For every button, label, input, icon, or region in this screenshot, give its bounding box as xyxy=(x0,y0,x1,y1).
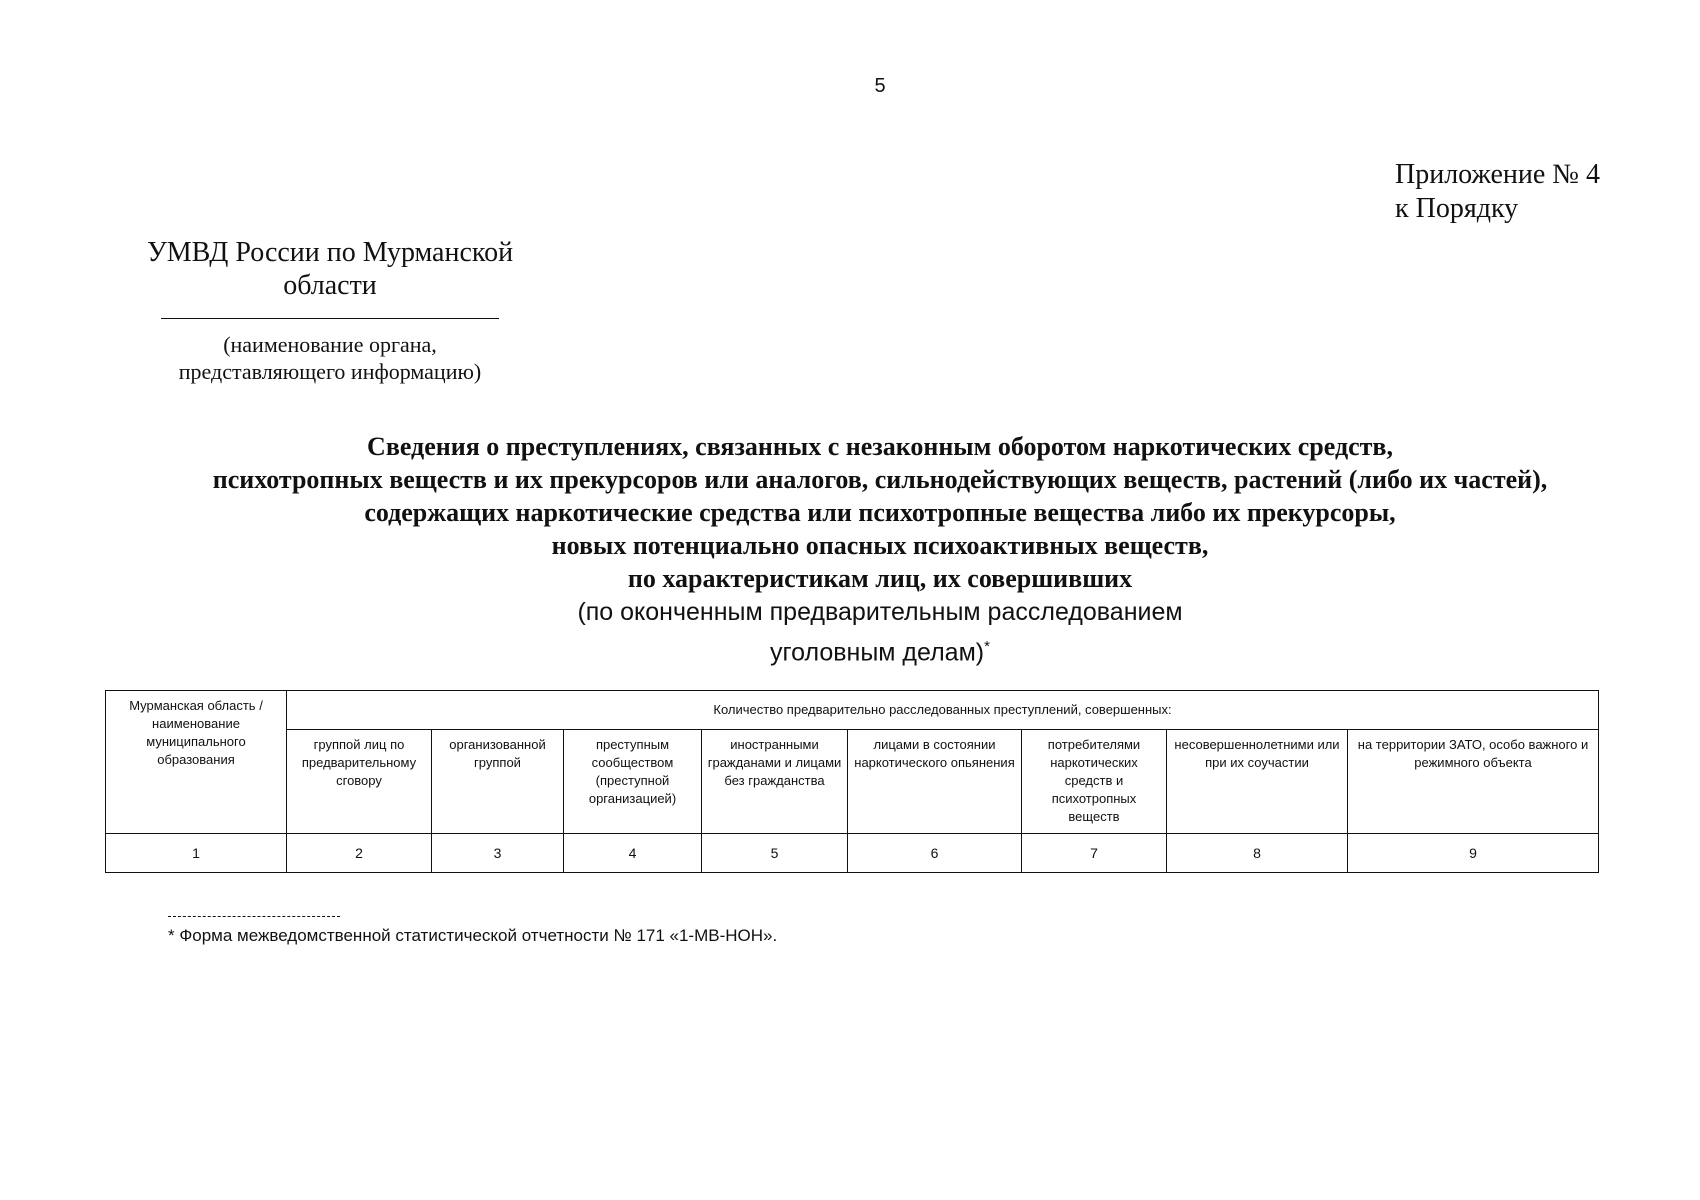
column-number-5: 5 xyxy=(702,834,848,873)
footnote-mark: * xyxy=(984,638,990,655)
table-header-col-2: группой лиц по предварительному сговору xyxy=(287,730,432,834)
page-number: 5 xyxy=(874,75,886,97)
table-header-row-1 xyxy=(106,691,1599,730)
appendix-line-1: Приложение № 4 xyxy=(1395,159,1600,190)
table-header-col-4: преступным сообществом (преступной организацией) xyxy=(564,730,702,834)
table-header-region: Мурманская область / наименование муниципального образования xyxy=(106,691,287,834)
table-header-group: Количество предварительно расследованных преступлений, совершенных: xyxy=(287,691,1599,730)
title-line-2: психотропных веществ и их прекурсоров или аналогов, сильнодействующих веществ, растений (либо их частей), xyxy=(212,465,1548,494)
title-line-3: содержащих наркотические средства или психотропные вещества либо их прекурсоры, xyxy=(364,498,1396,527)
column-number-3: 3 xyxy=(432,834,564,873)
table-header-col-6: лицами в состоянии наркотического опьянения xyxy=(848,730,1022,834)
title-line-4: новых потенциально опасных психоактивных веществ, xyxy=(551,531,1209,560)
title-note-line-2 xyxy=(0,630,1700,669)
organ-underline xyxy=(161,318,499,319)
footnote-separator xyxy=(168,916,340,917)
document-title xyxy=(0,430,1700,669)
appendix-reference xyxy=(1395,158,1600,226)
report-table-wrap xyxy=(105,690,1598,873)
table-header-row-2 xyxy=(106,730,1599,834)
table-header-col-7: потребителями наркотических средств и психотропных веществ xyxy=(1022,730,1167,834)
appendix-line-2: к Порядку xyxy=(1395,193,1519,224)
title-note-line-1: (по оконченным предварительным расследованием xyxy=(577,598,1183,626)
footnote-text: * Форма межведомственной статистической отчетности № 171 «1-МВ-НОН». xyxy=(168,926,778,945)
column-number-2: 2 xyxy=(287,834,432,873)
organ-name xyxy=(130,236,530,302)
organ-name-line-2: области xyxy=(283,270,377,301)
organ-caption-line-1: (наименование органа, xyxy=(223,332,437,357)
column-number-1: 1 xyxy=(106,834,287,873)
table-header-col-5: иностранными гражданами и лицами без гражданства xyxy=(702,730,848,834)
table-header-col-9: на территории ЗАТО, особо важного и режимного объекта xyxy=(1348,730,1599,834)
table-header-col-8: несовершеннолетними или при их соучастии xyxy=(1167,730,1348,834)
organ-caption-line-2: представляющего информацию) xyxy=(178,359,482,384)
title-line-5: по характеристикам лиц, их совершивших xyxy=(627,564,1133,593)
column-number-4: 4 xyxy=(564,834,702,873)
organ-name-line-1: УМВД России по Мурманской xyxy=(146,237,514,268)
column-number-6: 6 xyxy=(848,834,1022,873)
table-number-row xyxy=(106,834,1599,873)
organ-block xyxy=(130,236,530,385)
organ-caption xyxy=(130,331,530,385)
title-note-text: уголовным делам) xyxy=(770,638,985,667)
column-number-8: 8 xyxy=(1167,834,1348,873)
column-number-7: 7 xyxy=(1022,834,1167,873)
column-number-9: 9 xyxy=(1348,834,1599,873)
title-line-1: Сведения о преступлениях, связанных с незаконным оборотом наркотических средств, xyxy=(367,432,1393,461)
report-table xyxy=(105,690,1599,873)
table-header-col-3: организованной группой xyxy=(432,730,564,834)
